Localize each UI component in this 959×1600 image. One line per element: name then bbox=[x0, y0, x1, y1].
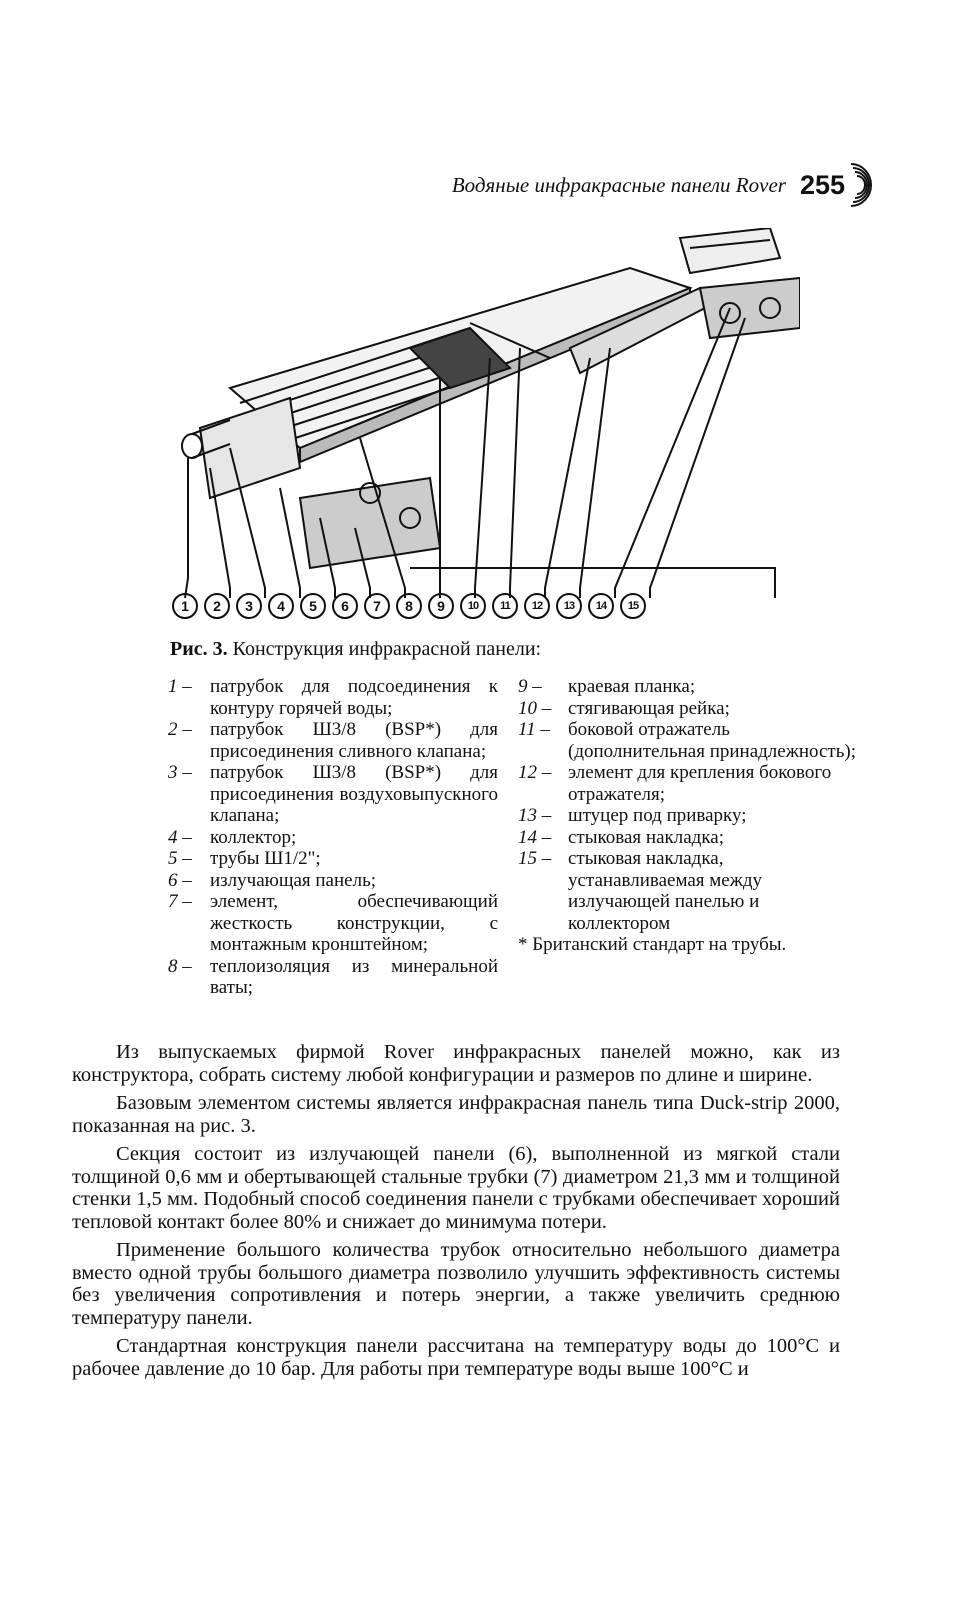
legend-text: стягивающая рейка; bbox=[568, 697, 730, 719]
paragraph: Секция состоит из излучающей панели (6), выполненной из мягкой стали толщиной 0,6 мм и обертывающей стальные трубки (7) диаметром 21,3 мм и толщиной стенки 1,5 мм. Подобный способ соединения панели с трубками обеспечивает хороший тепловой контакт более 80% и снижает до минимума потери. bbox=[72, 1143, 840, 1233]
legend-text: стыковая накладка, устанавливаемая между излучающей панелью и коллектором bbox=[568, 848, 763, 934]
legend-num: 9 – bbox=[518, 676, 542, 697]
legend-num: 5 – bbox=[168, 848, 192, 869]
legend-item bbox=[168, 848, 498, 870]
legend-item bbox=[168, 762, 498, 827]
legend-item bbox=[168, 870, 498, 892]
paragraph: Стандартная конструкция панели рассчитана на температуру воды до 100°C и рабочее давление до 10 бар. Для работы при температуре воды выше 100°C и bbox=[72, 1335, 840, 1380]
legend-num: 12 – bbox=[518, 762, 552, 783]
paragraph: Из выпускаемых фирмой Rover инфракрасных панелей можно, как из конструктора, собрать систему любой конфигурации и размеров по длине и ширине. bbox=[72, 1041, 840, 1086]
callout-7: 7 bbox=[364, 593, 390, 619]
callout-10: 10 bbox=[460, 593, 486, 619]
legend-num: 7 – bbox=[168, 891, 192, 912]
legend-item bbox=[168, 827, 498, 849]
legend-item bbox=[518, 848, 858, 934]
legend-num: 11 – bbox=[518, 719, 550, 740]
legend-num: 6 – bbox=[168, 869, 192, 891]
legend-num: 2 – bbox=[168, 719, 192, 740]
legend-num: 10 – bbox=[518, 697, 552, 719]
legend-item bbox=[168, 891, 498, 956]
page-number: 255 bbox=[799, 169, 845, 200]
legend-right bbox=[518, 676, 858, 934]
paragraph: Применение большого количества трубок относительно небольшого диаметра вместо одной трубы большого диаметра позволило улучшить эффективность системы без увеличения сопротивления и потерь энергии, а также увеличить среднюю температуру панели. bbox=[72, 1239, 840, 1329]
callout-8: 8 bbox=[396, 593, 422, 619]
page-header bbox=[452, 162, 877, 208]
legend-text: элемент, обеспечивающий жесткость конструкции, с монтажным кронштейном; bbox=[210, 891, 498, 955]
running-title: Водяные инфракрасные панели Rover bbox=[451, 172, 786, 197]
legend-num: 4 – bbox=[168, 826, 192, 848]
callout-5: 5 bbox=[300, 593, 326, 619]
legend-text: стыковая накладка; bbox=[568, 826, 724, 848]
legend-num: 13 – bbox=[518, 805, 552, 826]
panel-construction-diagram bbox=[170, 228, 800, 628]
legend-num: 15 – bbox=[518, 848, 552, 869]
legend-text: патрубок Ш3/8 (BSP*) для присоединения сливного клапана; bbox=[210, 719, 498, 762]
callout-12: 12 bbox=[524, 593, 550, 619]
legend-num: 14 – bbox=[518, 826, 552, 848]
legend-num: 8 – bbox=[168, 955, 192, 977]
paragraph: Базовым элементом системы является инфракрасная панель типа Duck-strip 2000, показанная на рис. 3. bbox=[72, 1092, 840, 1137]
body-text bbox=[72, 1041, 840, 1386]
callout-1: 1 bbox=[172, 593, 198, 619]
legend-item bbox=[168, 719, 498, 762]
legend-text: краевая планка; bbox=[568, 676, 696, 697]
legend-item bbox=[518, 676, 858, 698]
legend-left bbox=[168, 676, 498, 999]
legend-text: трубы Ш1/2"; bbox=[210, 848, 321, 869]
legend-text: патрубок Ш3/8 (BSP*) для присоединения воздуховыпускного клапана; bbox=[210, 762, 498, 826]
legend-num: 1 – bbox=[168, 676, 192, 697]
legend-text: излучающая панель; bbox=[210, 869, 377, 891]
callout-15: 15 bbox=[620, 593, 646, 619]
caption-label: Рис. 3. bbox=[170, 638, 228, 660]
legend-item bbox=[518, 719, 858, 762]
legend-item bbox=[168, 956, 498, 999]
legend-item bbox=[168, 676, 498, 719]
legend-item bbox=[518, 762, 858, 805]
legend-text: штуцер под приварку; bbox=[568, 805, 747, 826]
legend-item bbox=[518, 805, 858, 827]
caption-text: Конструкция инфракрасной панели: bbox=[232, 638, 542, 660]
legend-text: патрубок для подсоединения к контуру горячей воды; bbox=[210, 676, 498, 719]
legend-text: коллектор; bbox=[210, 826, 297, 848]
legend-num: 3 – bbox=[168, 762, 192, 783]
callout-3: 3 bbox=[236, 593, 262, 619]
page-number-ornament-icon bbox=[847, 162, 877, 208]
legend-text: боковой отражатель (дополнительная принадлежность); bbox=[568, 719, 856, 762]
callout-13: 13 bbox=[556, 593, 582, 619]
callout-11: 11 bbox=[492, 593, 518, 619]
callout-4: 4 bbox=[268, 593, 294, 619]
callout-row bbox=[172, 593, 646, 619]
legend-text: теплоизоляция из минеральной ваты; bbox=[210, 955, 498, 998]
footnote: * Британский стандарт на трубы. bbox=[518, 934, 787, 955]
callout-14: 14 bbox=[588, 593, 614, 619]
callout-9: 9 bbox=[428, 593, 454, 619]
figure-caption bbox=[170, 638, 541, 661]
legend-item bbox=[518, 698, 858, 720]
callout-2: 2 bbox=[204, 593, 230, 619]
legend-item bbox=[518, 827, 858, 849]
legend-text: элемент для крепления бокового отражателя; bbox=[568, 762, 832, 805]
callout-6: 6 bbox=[332, 593, 358, 619]
